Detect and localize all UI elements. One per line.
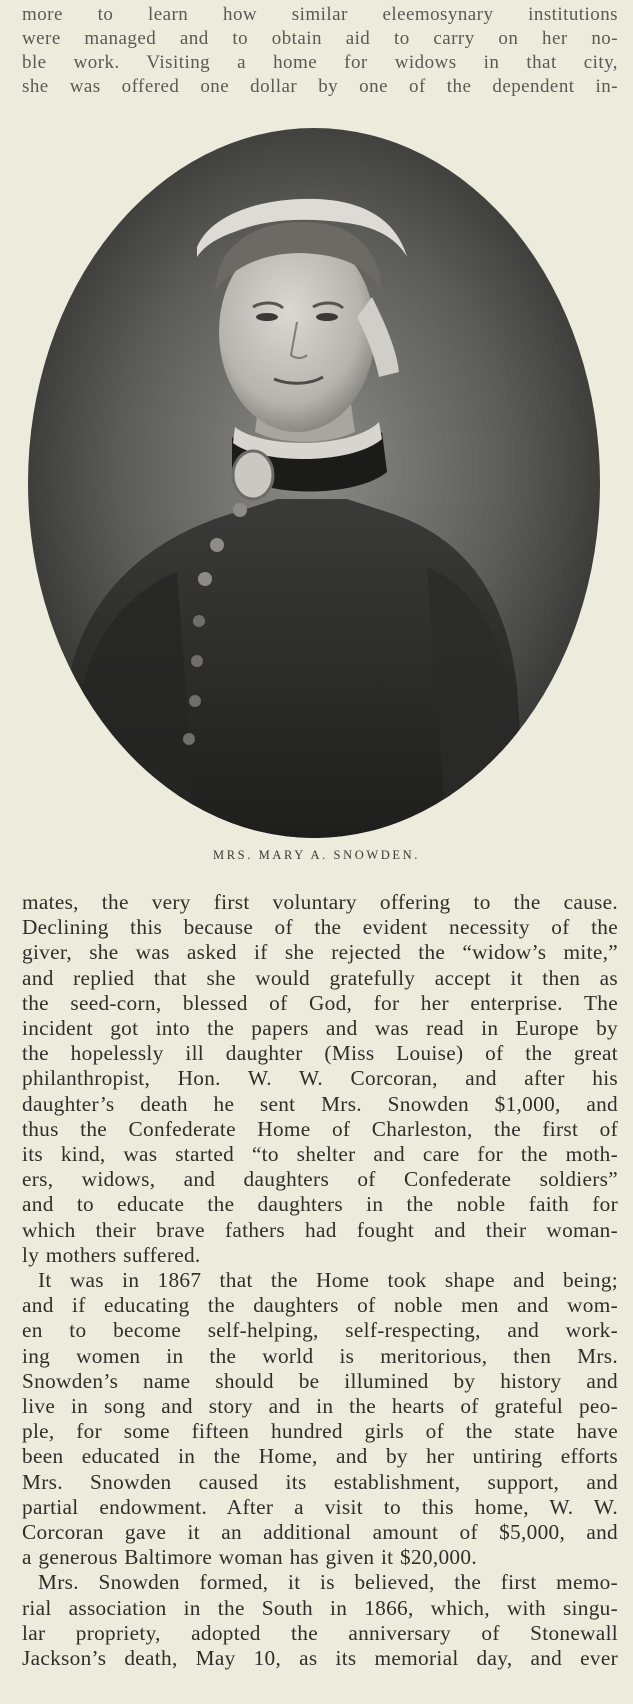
text-line: Corcoran gave it an additional amount of $5,000, and: [22, 1520, 618, 1545]
text-line: she was offered one dollar by one of the dependent in-: [22, 76, 618, 97]
text-line: ing women in the world is meritorious, then Mrs.: [22, 1343, 618, 1368]
text-line: Mrs. Snowden formed, it is believed, the first memo-: [38, 1570, 618, 1595]
brooch: [233, 451, 273, 499]
text-line: Declining this because of the evident necessity of the: [22, 915, 618, 940]
text-line: the seed-corn, blessed of God, for her enterprise. The: [22, 990, 618, 1015]
text-line: more to learn how similar eleemosynary institutions: [22, 4, 618, 25]
text-line: en to become self-helping, self-respecting, and work-: [22, 1318, 618, 1343]
portrait-photo: [27, 127, 601, 839]
text-line: ers, widows, and daughters of Confederate soldiers”: [22, 1167, 618, 1192]
text-line: and to educate the daughters in the noble faith for: [22, 1192, 618, 1217]
text-line: Jackson’s death, May 10, as its memorial day, and ever: [22, 1646, 618, 1671]
main-paragraphs: [22, 890, 618, 1671]
text-line: live in song and story and in the hearts of grateful peo-: [22, 1394, 618, 1419]
text-line: its kind, was started “to shelter and care for the moth-: [22, 1142, 618, 1167]
text-line: were managed and to obtain aid to carry on her no-: [22, 28, 618, 49]
text-line: the hopelessly ill daughter (Miss Louise) of the great: [22, 1041, 618, 1066]
text-line: thus the Confederate Home of Charleston, the first of: [22, 1116, 618, 1141]
text-line: ble work. Visiting a home for widows in that city,: [22, 52, 618, 73]
text-line: It was in 1867 that the Home took shape and being;: [38, 1268, 618, 1293]
text-line: Snowden’s name should be illumined by history and: [22, 1368, 618, 1393]
text-line: daughter’s death he sent Mrs. Snowden $1,000, and: [22, 1091, 618, 1116]
text-line: ple, for some fifteen hundred girls of the state have: [22, 1419, 618, 1444]
text-line: ly mothers suffered.: [22, 1242, 201, 1267]
text-line: and replied that she would gratefully accept it then as: [22, 965, 618, 990]
text-line: giver, she was asked if she rejected the “widow’s mite,”: [22, 940, 618, 965]
text-line: which their brave fathers had fought and their woman-: [22, 1217, 618, 1242]
text-line: mates, the very first voluntary offering to the cause.: [22, 890, 618, 914]
text-line: Mrs. Snowden caused its establishment, support, and: [22, 1469, 618, 1494]
text-line: been educated in the Home, and by her untiring efforts: [22, 1444, 618, 1469]
text-line: partial endowment. After a visit to this home, W. W.: [22, 1494, 618, 1519]
text-line: philanthropist, Hon. W. W. Corcoran, and after his: [22, 1066, 618, 1091]
text-line: and if educating the daughters of noble men and wom-: [22, 1293, 618, 1318]
text-line: rial association in the South in 1866, which, with singu-: [22, 1595, 618, 1620]
figure-caption: MRS. MARY A. SNOWDEN.: [213, 848, 420, 862]
text-line: incident got into the papers and was read in Europe by: [22, 1016, 618, 1041]
text-line: lar propriety, adopted the anniversary of Stonewall: [22, 1620, 618, 1645]
text-line: a generous Baltimore woman has given it $20,000.: [22, 1545, 477, 1570]
top-paragraph: [22, 3, 618, 99]
